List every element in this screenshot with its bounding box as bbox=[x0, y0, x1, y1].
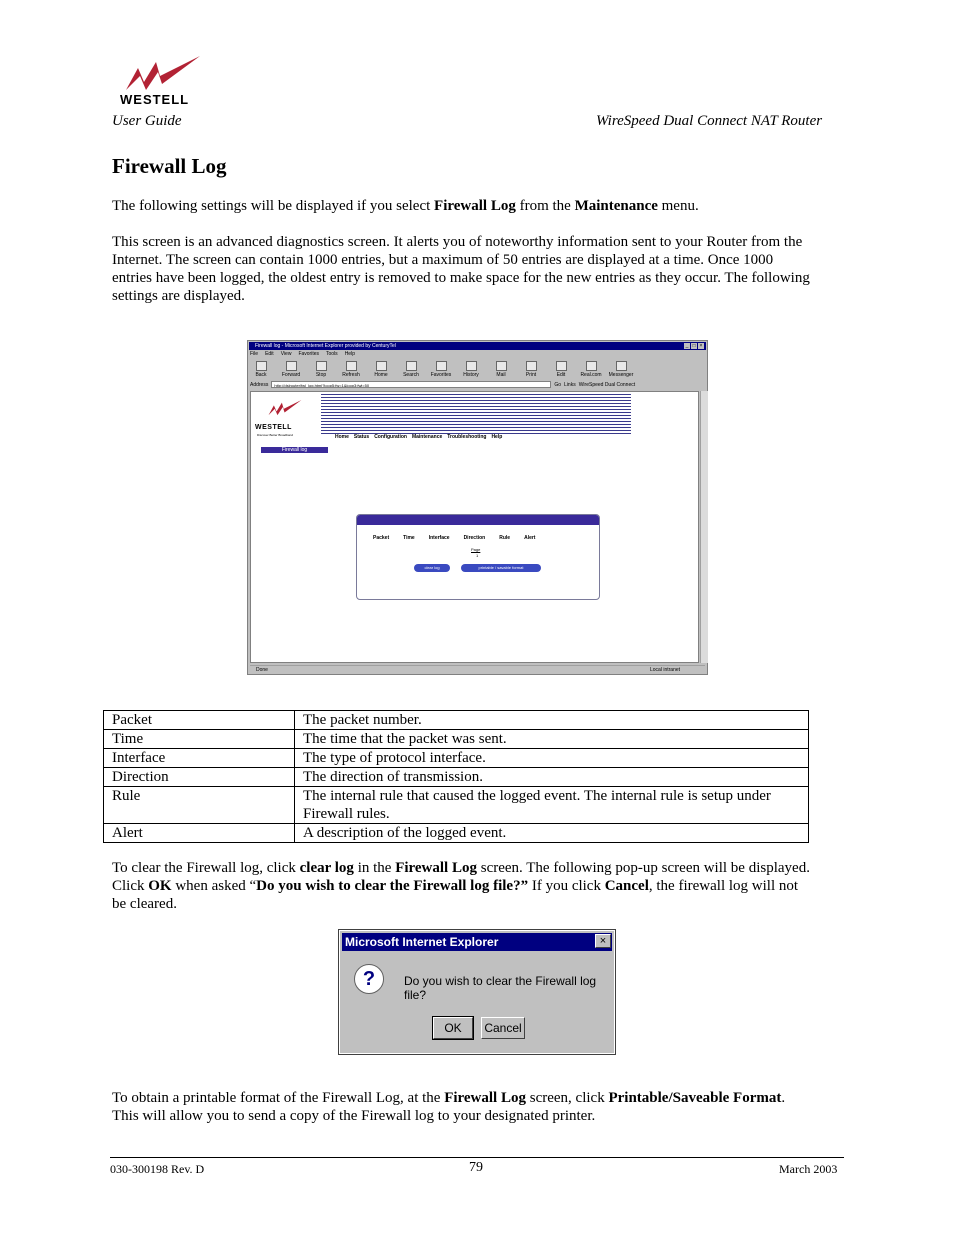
clear-log-dialog bbox=[339, 930, 615, 1054]
history-icon bbox=[466, 361, 477, 371]
back-icon bbox=[256, 361, 267, 371]
nav-home[interactable]: Home bbox=[335, 434, 349, 440]
vertical-scrollbar[interactable] bbox=[700, 391, 708, 663]
sidebar-item-firewall-log[interactable]: Firewall log bbox=[261, 447, 328, 453]
printable-paragraph: To obtain a printable format of the Firewall Log, at the Firewall Log screen, click Printable/Saveable Format. This will allow you to send a copy of the Firewall log to your designated printer. bbox=[112, 1090, 786, 1124]
footer-rule bbox=[110, 1157, 844, 1158]
print-button[interactable]: Print bbox=[520, 361, 542, 379]
links-item[interactable]: WireSpeed Dual Connect bbox=[578, 381, 636, 388]
table-desc: The internal rule that caused the logged event. The internal rule is setup under Firewall rules. bbox=[295, 787, 809, 824]
mail-button[interactable]: Mail bbox=[490, 361, 512, 379]
favorites-icon bbox=[436, 361, 447, 371]
menu-favorites[interactable]: Favorites bbox=[298, 351, 319, 357]
browser-titlebar bbox=[249, 342, 706, 350]
menu-help[interactable]: Help bbox=[344, 351, 355, 357]
go-button[interactable]: Go bbox=[554, 381, 562, 388]
status-right: Local intranet bbox=[650, 667, 681, 673]
router-nav bbox=[335, 434, 507, 440]
inner-logo-text: WESTELL bbox=[255, 424, 292, 431]
dialog-message: Do you wish to clear the Firewall log file? bbox=[404, 974, 597, 1002]
address-bar bbox=[250, 380, 705, 389]
close-icon[interactable]: × bbox=[699, 343, 703, 349]
search-icon bbox=[406, 361, 417, 371]
table-row bbox=[104, 730, 809, 749]
table-desc: The packet number. bbox=[295, 711, 809, 730]
printable-format-button[interactable]: printable / savable format bbox=[461, 564, 541, 572]
cancel-button[interactable]: Cancel bbox=[481, 1017, 525, 1039]
history-button[interactable]: History bbox=[460, 361, 482, 379]
table-term: Rule bbox=[104, 787, 295, 824]
page-link[interactable]: Page bbox=[471, 547, 481, 552]
firewall-log-panel bbox=[356, 514, 600, 600]
table-term: Interface bbox=[104, 749, 295, 768]
search-button[interactable]: Search bbox=[400, 361, 422, 379]
nav-help[interactable]: Help bbox=[491, 434, 503, 440]
log-columns bbox=[373, 535, 549, 541]
westell-logo bbox=[118, 54, 208, 106]
menu-view[interactable]: View bbox=[280, 351, 292, 357]
menu-tools[interactable]: Tools bbox=[326, 351, 338, 357]
col-direction: Direction bbox=[463, 535, 486, 541]
back-button[interactable]: Back bbox=[250, 361, 272, 379]
panel-header-bar bbox=[357, 515, 599, 525]
nav-troubleshooting[interactable]: Troubleshooting bbox=[447, 434, 487, 440]
messenger-icon bbox=[616, 361, 627, 371]
refresh-icon bbox=[346, 361, 357, 371]
table-term: Packet bbox=[104, 711, 295, 730]
address-label: Address bbox=[250, 381, 269, 388]
col-alert: Alert bbox=[524, 535, 536, 541]
header-right: WireSpeed Dual Connect NAT Router bbox=[596, 113, 823, 129]
table-row bbox=[104, 824, 809, 843]
menu-file[interactable]: File bbox=[250, 351, 259, 357]
dialog-close-icon[interactable]: × bbox=[595, 934, 611, 948]
intro-paragraph: The following settings will be displayed if you select Firewall Log from the Maintenance menu. bbox=[112, 198, 699, 214]
links-label[interactable]: Links bbox=[564, 381, 576, 388]
nav-configuration[interactable]: Configuration bbox=[374, 434, 407, 440]
header-left: User Guide bbox=[112, 113, 182, 129]
ok-button[interactable]: OK bbox=[433, 1017, 473, 1039]
description-paragraph: This screen is an advanced diagnostics screen. It alerts you of noteworthy information sent to your Router from the Internet. The screen can contain 1000 entries, but a maximum of 50 entries are displayed at a time. Once 1000 entries have been logged, the oldest entry is removed to make space for the new entries as they occur. The following settings are displayed. bbox=[112, 234, 810, 304]
table-desc: The direction of transmission. bbox=[295, 768, 809, 787]
status-left: Done bbox=[256, 667, 268, 673]
table-row bbox=[104, 787, 809, 824]
browser-menubar bbox=[250, 351, 362, 357]
clear-log-paragraph: To clear the Firewall log, click clear log in the Firewall Log screen. The following pop-up screen will be displayed. Click OK when asked “Do you wish to clear the Firewall log file?” If you click Cancel, the firewall log will not be cleared. bbox=[112, 860, 810, 912]
dialog-title: Microsoft Internet Explorer bbox=[342, 933, 612, 951]
favorites-button[interactable]: Favorites bbox=[430, 361, 452, 379]
table-term: Time bbox=[104, 730, 295, 749]
clear-log-button[interactable]: clear log bbox=[414, 564, 450, 572]
nav-status[interactable]: Status bbox=[353, 434, 370, 440]
browser-statusbar bbox=[250, 665, 705, 674]
edit-icon bbox=[556, 361, 567, 371]
col-packet: Packet bbox=[373, 535, 390, 541]
footer-page-number: 79 bbox=[469, 1160, 483, 1175]
minimize-icon[interactable]: _ bbox=[685, 343, 689, 349]
section-title: Firewall Log bbox=[112, 154, 227, 178]
forward-icon bbox=[286, 361, 297, 371]
forward-button[interactable]: Forward bbox=[280, 361, 302, 379]
col-rule: Rule bbox=[499, 535, 511, 541]
table-term: Direction bbox=[104, 768, 295, 787]
table-desc: A description of the logged event. bbox=[295, 824, 809, 843]
westell-swoosh-icon bbox=[118, 54, 208, 94]
realcom-button[interactable]: Real.com bbox=[580, 361, 602, 379]
question-icon: ? bbox=[354, 964, 384, 994]
col-time: Time bbox=[403, 535, 415, 541]
home-button[interactable]: Home bbox=[370, 361, 392, 379]
stop-icon bbox=[316, 361, 327, 371]
edit-button[interactable]: Edit bbox=[550, 361, 572, 379]
table-desc: The type of protocol interface. bbox=[295, 749, 809, 768]
page-number[interactable]: 1 bbox=[476, 553, 479, 558]
table-term: Alert bbox=[104, 824, 295, 843]
realcom-icon bbox=[586, 361, 597, 371]
refresh-button[interactable]: Refresh bbox=[340, 361, 362, 379]
westell-logo-text: WESTELL bbox=[120, 92, 190, 107]
print-icon bbox=[526, 361, 537, 371]
messenger-button[interactable]: Messenger bbox=[610, 361, 632, 379]
menu-edit[interactable]: Edit bbox=[265, 351, 274, 357]
col-interface: Interface bbox=[428, 535, 450, 541]
mail-icon bbox=[496, 361, 507, 371]
table-row bbox=[104, 749, 809, 768]
browser-title: Firewall log - Microsoft Internet Explorer provided by CenturyTel bbox=[255, 343, 396, 349]
table-row bbox=[104, 768, 809, 787]
address-input[interactable]: http://dslrouter/fwl_log.html?loop5:fw=1&loop3:fwl=50 bbox=[271, 381, 551, 388]
inner-tagline: Discover Better Broadband bbox=[257, 433, 294, 437]
browser-toolbar bbox=[250, 361, 705, 379]
table-row bbox=[104, 711, 809, 730]
settings-table bbox=[103, 710, 809, 843]
header-stripes bbox=[321, 394, 631, 434]
table-desc: The time that the packet was sent. bbox=[295, 730, 809, 749]
maximize-icon[interactable]: □ bbox=[692, 343, 696, 349]
footer-date: March 2003 bbox=[779, 1162, 838, 1176]
stop-button[interactable]: Stop bbox=[310, 361, 332, 379]
footer-doc-number: 030-300198 Rev. D bbox=[110, 1162, 205, 1176]
home-icon bbox=[376, 361, 387, 371]
browser-viewport bbox=[250, 391, 699, 663]
westell-swoosh-icon bbox=[265, 398, 305, 418]
nav-maintenance[interactable]: Maintenance bbox=[411, 434, 443, 440]
browser-screenshot bbox=[247, 340, 708, 675]
